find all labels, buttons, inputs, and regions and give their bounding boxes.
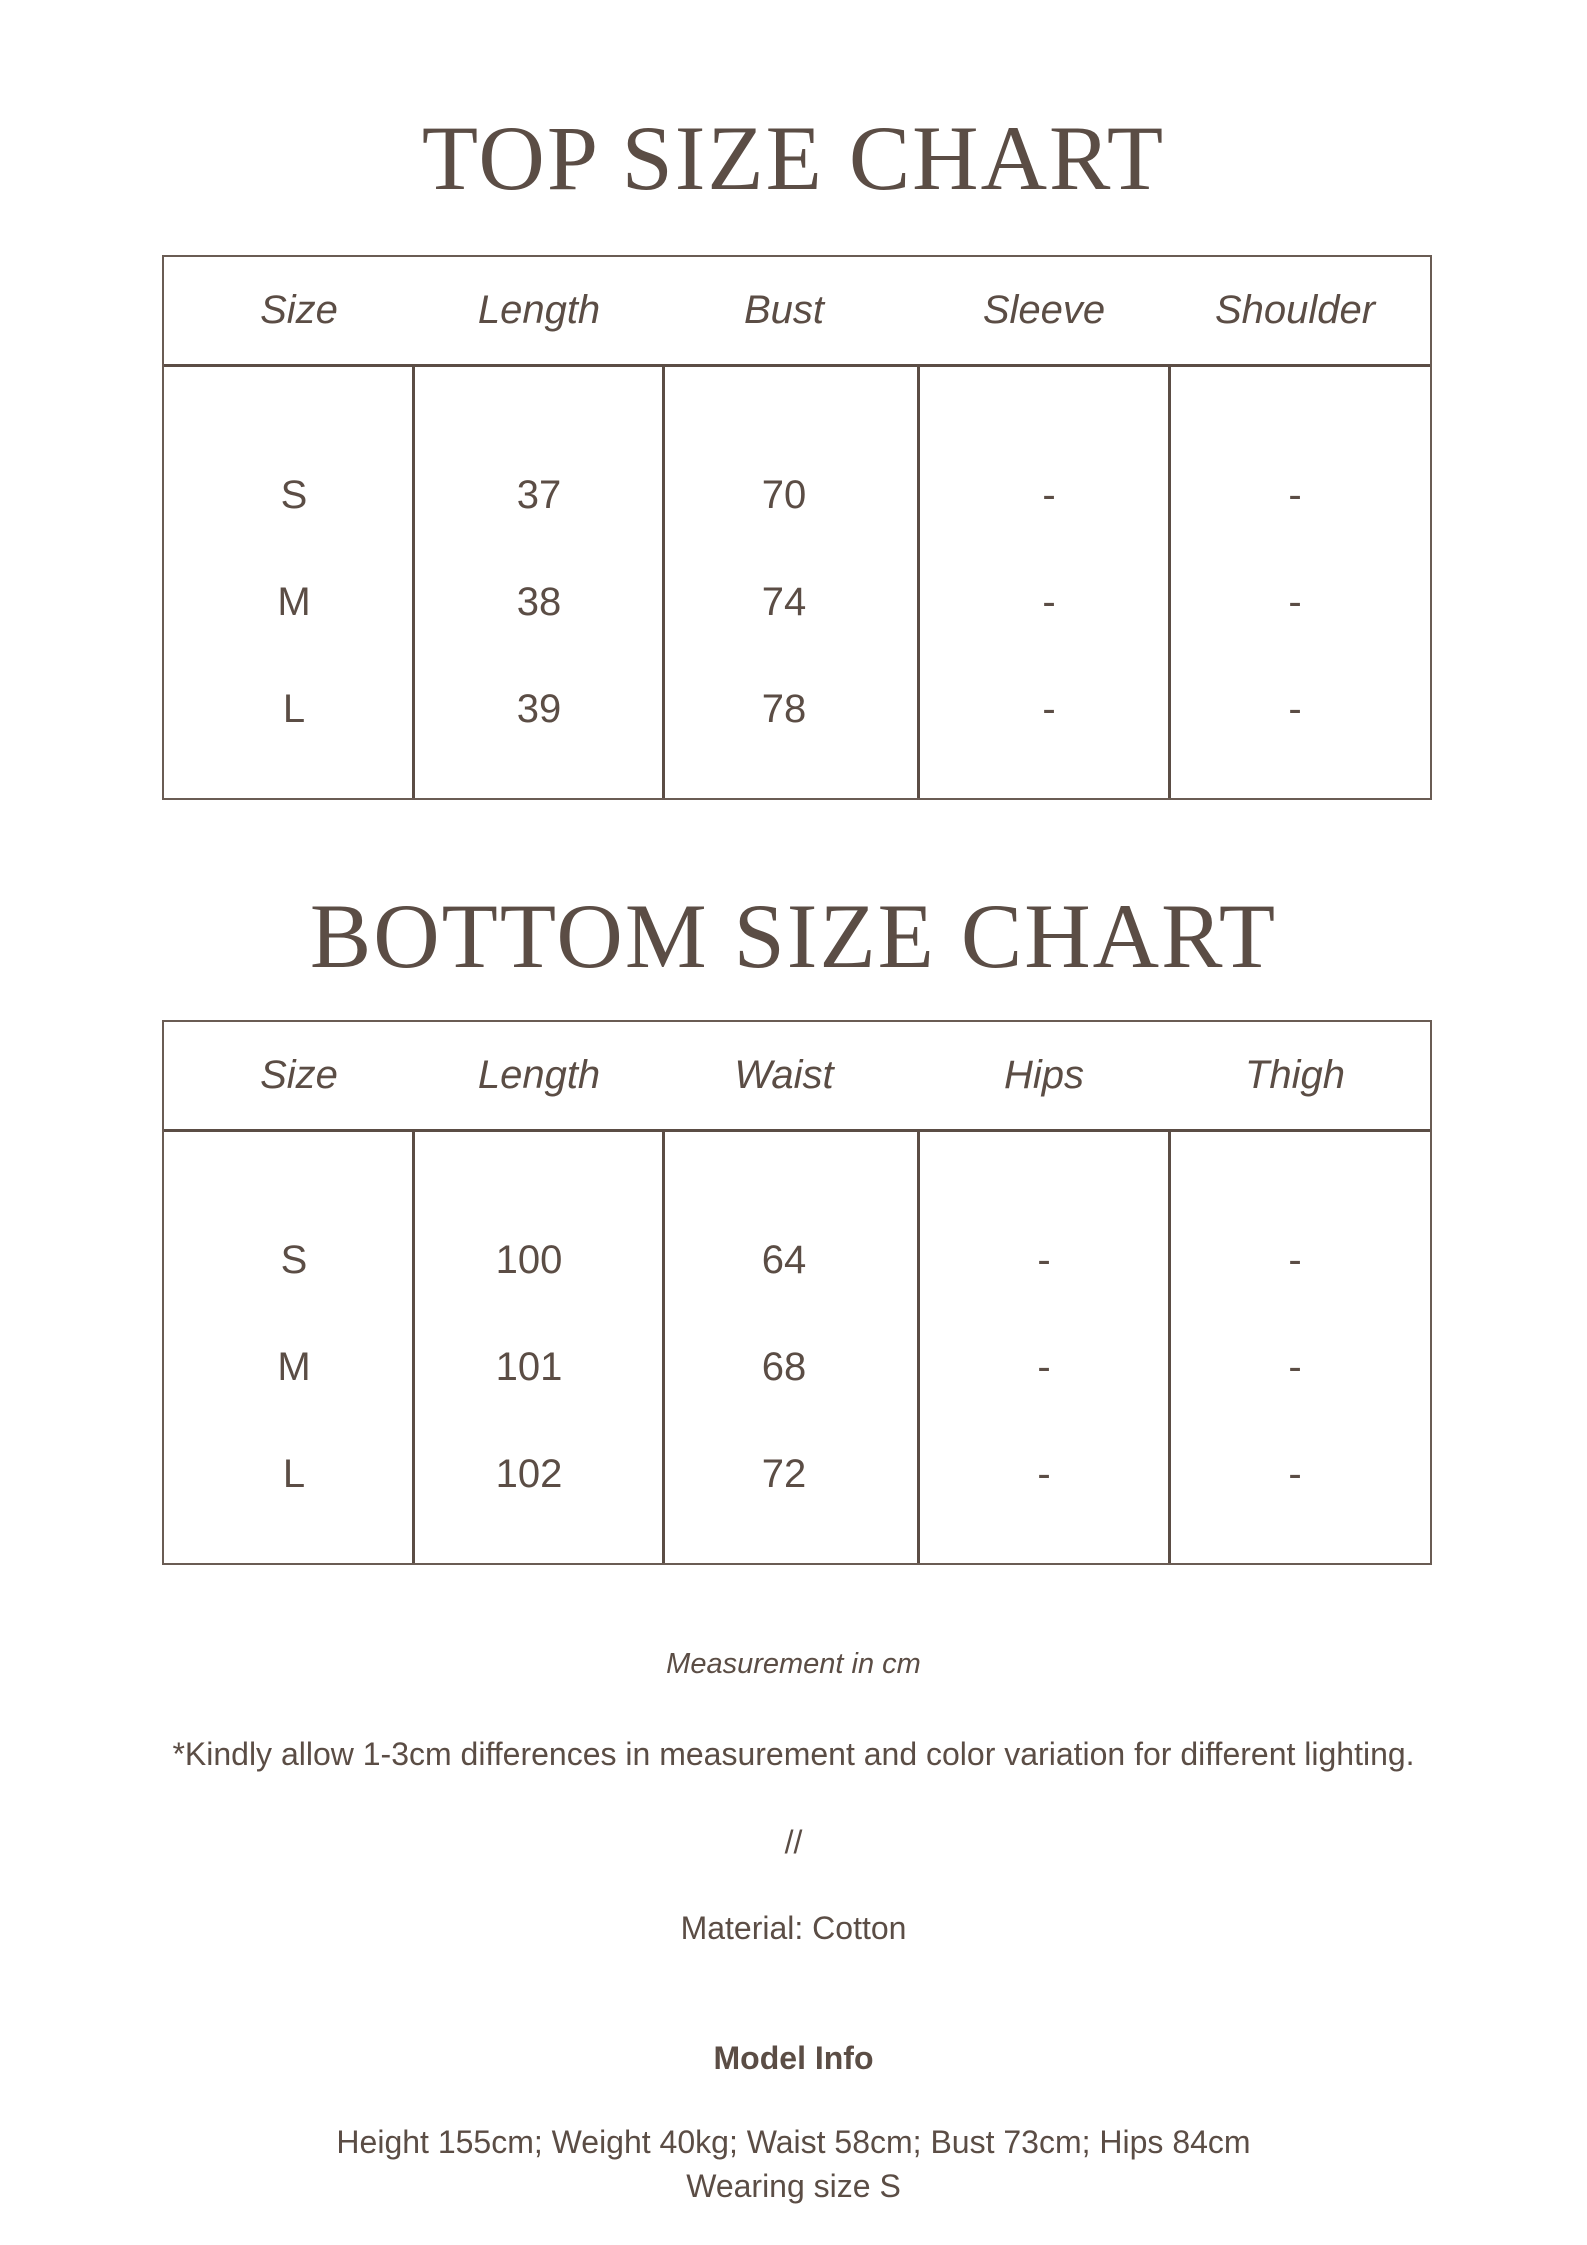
cell-length: 39 [516,687,562,731]
cell-sleeve: - [1042,580,1056,624]
cell-thigh: - [1288,1452,1302,1496]
cell-sleeve: - [1042,687,1056,731]
model-measurements: Height 155cm; Weight 40kg; Waist 58cm; Bust 73cm; Hips 84cm [336,2124,1251,2160]
cell-bust: 70 [761,473,807,517]
cell-size: L [282,1452,306,1496]
cell-size: L [282,687,306,731]
cell-sleeve: - [1042,473,1056,517]
material-info: Material: Cotton [680,1910,907,1946]
cell-shoulder: - [1288,687,1302,731]
cell-shoulder: - [1288,580,1302,624]
header-divider [164,364,1430,367]
cell-length: 102 [495,1452,563,1496]
cell-hips: - [1037,1238,1051,1282]
header-hips: Hips [1003,1053,1085,1097]
bottom-size-chart-title: BOTTOM SIZE CHART [309,885,1278,987]
measurement-unit-note: Measurement in cm [666,1648,921,1680]
cell-bust: 78 [761,687,807,731]
cell-length: 37 [516,473,562,517]
header-waist: Waist [734,1053,834,1097]
header-sleeve: Sleeve [982,288,1106,332]
cell-waist: 64 [761,1238,807,1282]
cell-length: 100 [495,1238,563,1282]
cell-waist: 72 [761,1452,807,1496]
model-info-title: Model Info [713,2040,874,2076]
cell-size: S [280,1238,308,1282]
cell-bust: 74 [761,580,807,624]
model-wearing-size: Wearing size S [686,2168,901,2204]
header-length: Length [477,288,601,332]
cell-length: 101 [495,1345,563,1389]
cell-thigh: - [1288,1345,1302,1389]
top-size-chart-title: TOP SIZE CHART [421,107,1166,209]
header-divider [164,1129,1430,1132]
cell-hips: - [1037,1452,1051,1496]
cell-thigh: - [1288,1238,1302,1282]
cell-hips: - [1037,1345,1051,1389]
cell-waist: 68 [761,1345,807,1389]
header-size: Size [260,1053,338,1097]
cell-size: M [277,1345,311,1389]
header-shoulder: Shoulder [1214,288,1376,332]
separator: // [784,1824,803,1860]
header-length: Length [477,1053,601,1097]
bottom-size-chart-table [162,1020,1432,1565]
header-thigh: Thigh [1244,1053,1346,1097]
header-size: Size [260,288,338,332]
cell-size: M [277,580,311,624]
measurement-disclaimer: *Kindly allow 1-3cm differences in measurement and color variation for different lighting. [172,1736,1415,1772]
cell-shoulder: - [1288,473,1302,517]
cell-size: S [280,473,308,517]
header-bust: Bust [743,288,825,332]
top-size-chart-table [162,255,1432,800]
cell-length: 38 [516,580,562,624]
